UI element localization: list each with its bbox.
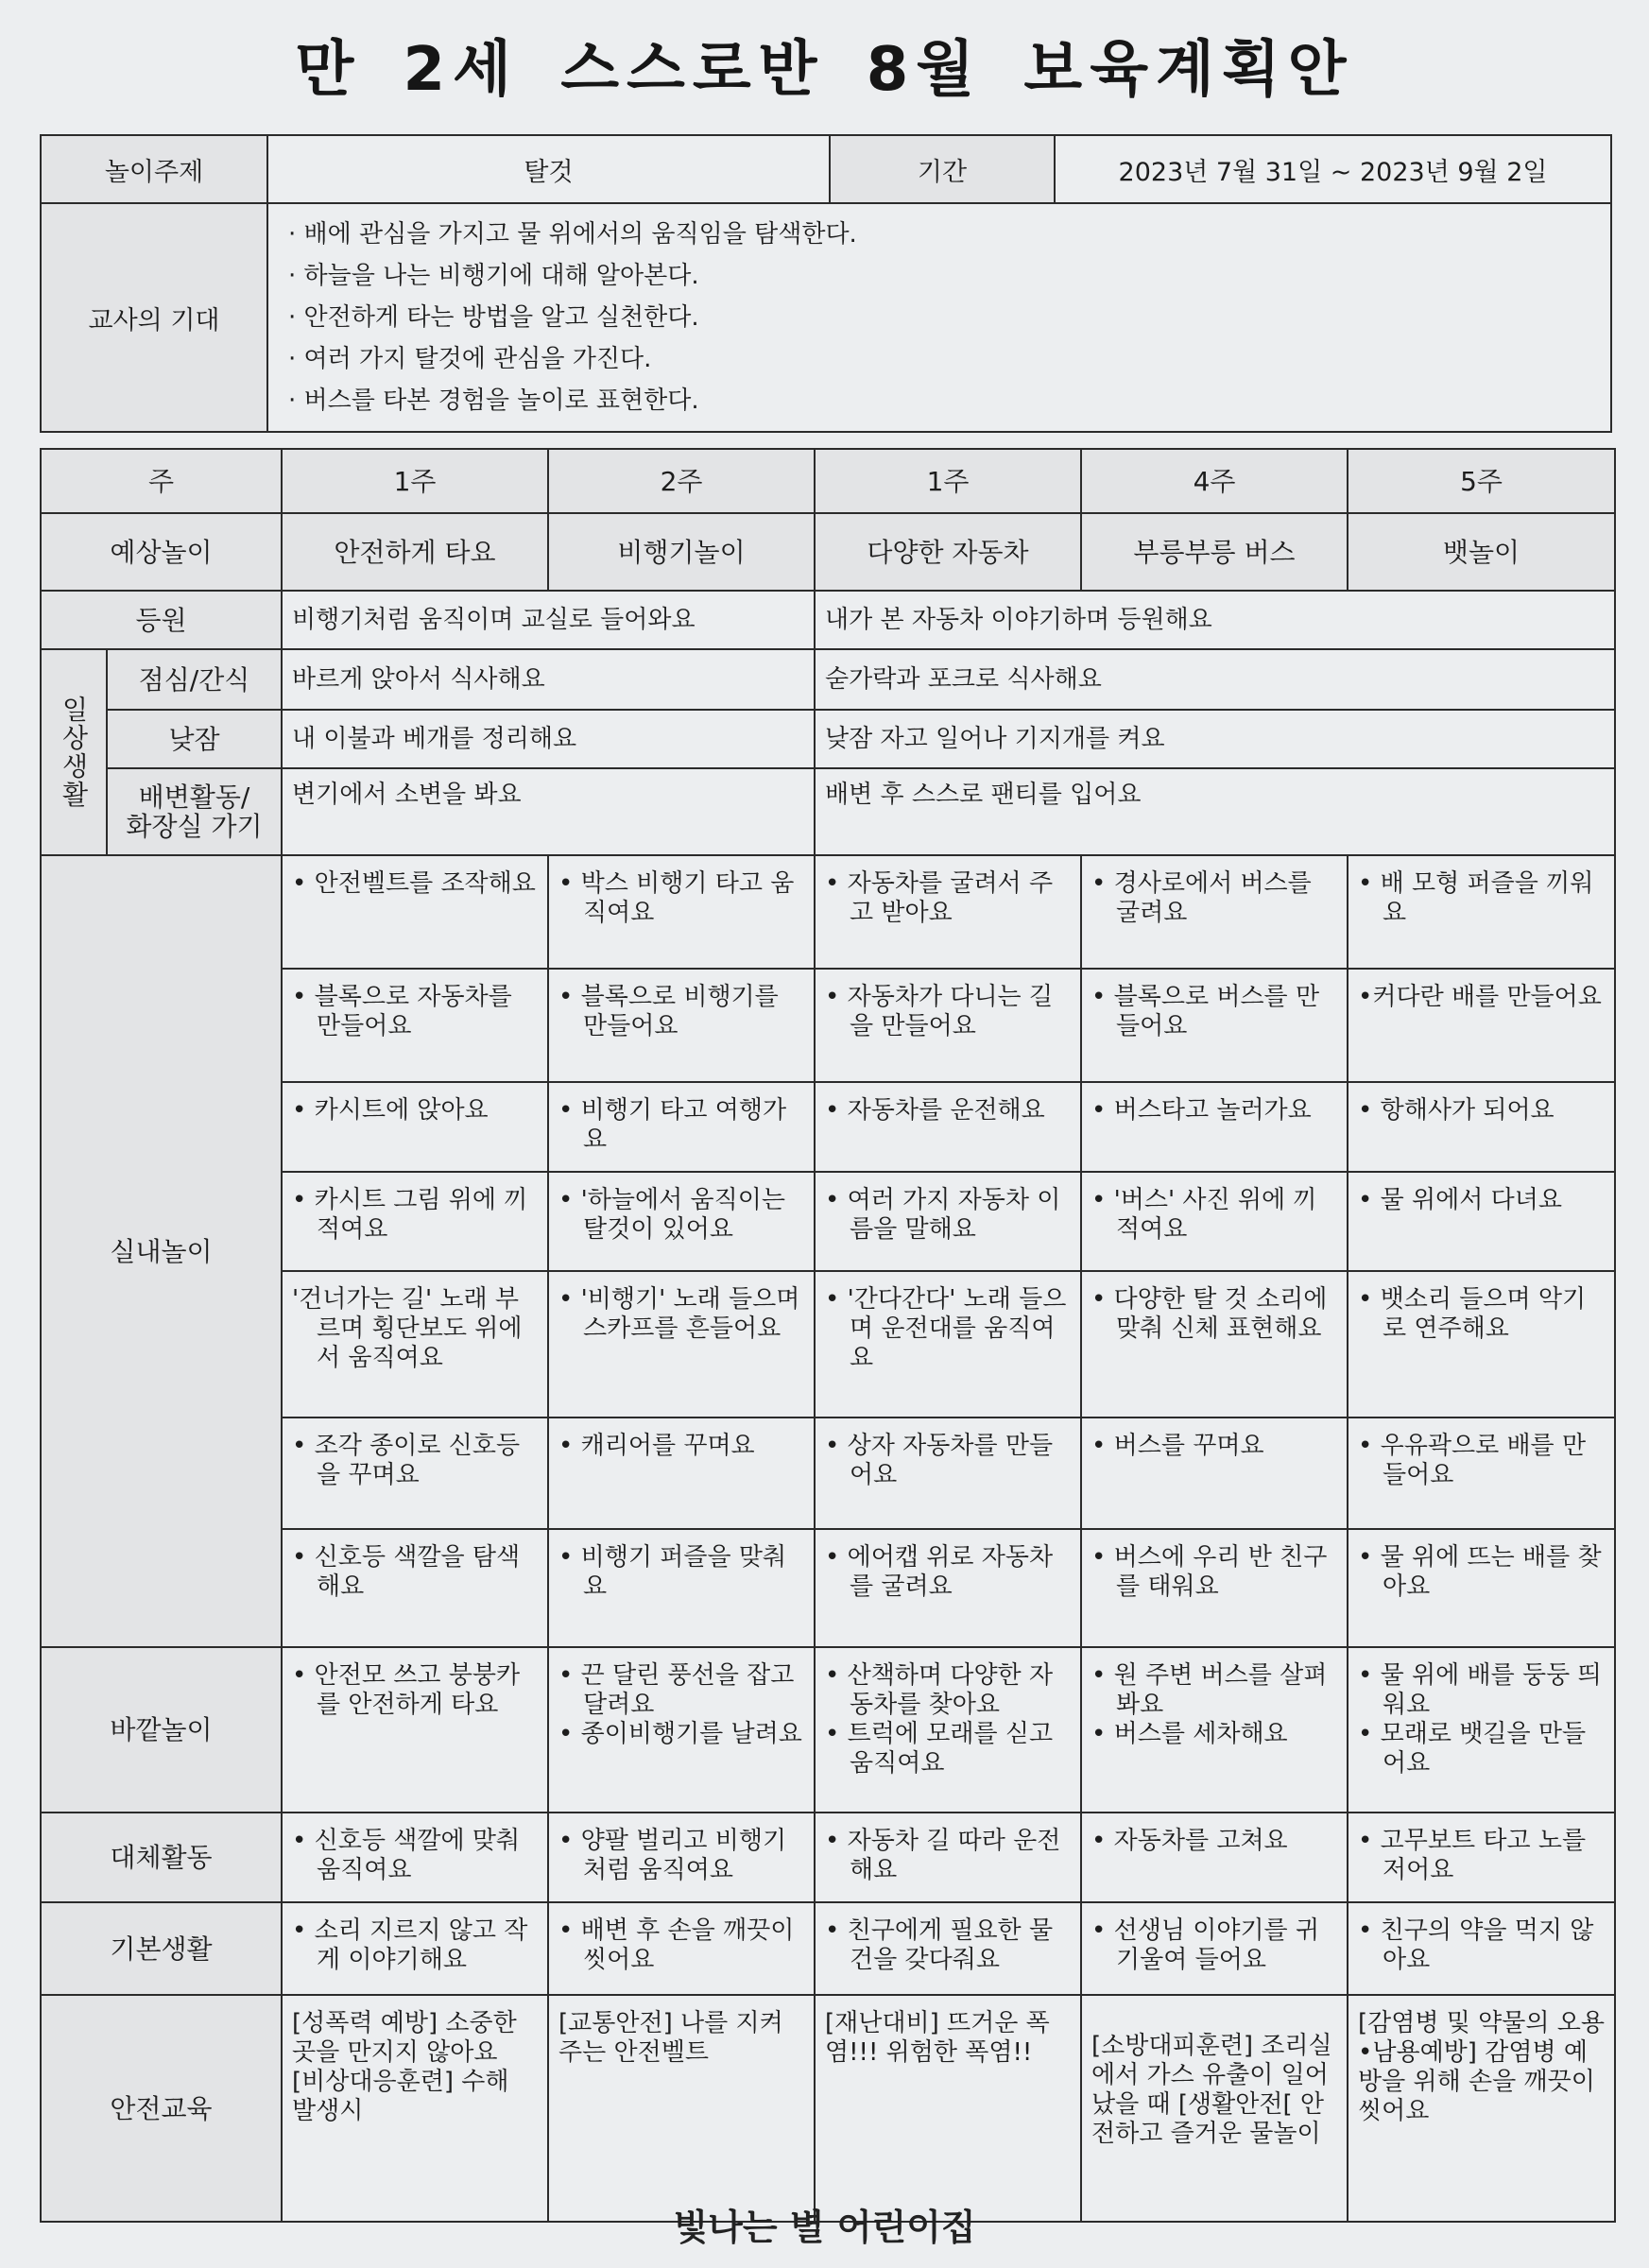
outdoor-text: • 트럭에 모래를 싣고 움직여요: [825, 1720, 1054, 1778]
daily-sub-label: 점심/간식: [107, 649, 282, 710]
expect-item: · 여러 가지 탈것에 관심을 가진다.: [288, 345, 652, 373]
basic-text: • 친구에게 필요한 물건을 갖다줘요: [825, 1916, 1054, 1974]
indoor-cell: [815, 1418, 1081, 1529]
indoor-cell: [1081, 1418, 1348, 1529]
basic-text: • 친구의 약을 먹지 않아요: [1358, 1916, 1594, 1974]
indoor-text: • 물 위에서 다녀요: [1358, 1186, 1562, 1214]
period-label: 기간: [830, 135, 1055, 203]
daily-left: 바르게 앉아서 식사해요: [282, 649, 815, 710]
period-value: 2023년 7월 31일 ~ 2023년 9월 2일: [1055, 135, 1611, 203]
expect-cell: [267, 203, 1611, 432]
basic-text: • 선생님 이야기를 귀 기울여 들어요: [1091, 1916, 1320, 1974]
indoor-text: • 자동차가 다니는 길을 만들어요: [825, 983, 1054, 1040]
arrival-right: 내가 본 자동차 이야기하며 등원해요: [815, 591, 1615, 649]
indoor-cell: [548, 1172, 815, 1271]
indoor-text: • 박스 비행기 타고 움직여요: [558, 869, 795, 927]
indoor-cell: [548, 969, 815, 1082]
indoor-cell: [1081, 1172, 1348, 1271]
safety-label: 안전교육: [41, 1995, 282, 2222]
indoor-text: • 버스에 우리 반 친구를 태워요: [1091, 1543, 1328, 1601]
outdoor-text: • 모래로 뱃길을 만들어요: [1358, 1720, 1587, 1778]
indoor-cell: [1081, 969, 1348, 1082]
expected-play: 안전하게 타요: [282, 513, 548, 591]
indoor-cell: [548, 1529, 815, 1647]
toilet-label-line1: 배변활동/: [138, 782, 250, 813]
indoor-text: • 자동차를 굴려서 주고 받아요: [825, 869, 1054, 927]
week-header: 4주: [1081, 449, 1348, 513]
theme-label: 놀이주제: [41, 135, 267, 203]
indoor-cell: [548, 1082, 815, 1172]
indoor-text: • '간다간다' 노래 들으며 운전대를 움직여요: [825, 1285, 1067, 1372]
indoor-cell: [1348, 1172, 1615, 1271]
indoor-text: • 상자 자동차를 만들어요: [825, 1432, 1054, 1489]
indoor-text: • 에어캡 위로 자동차를 굴려요: [825, 1543, 1054, 1601]
daily-left: 변기에서 소변을 봐요: [282, 768, 815, 855]
week-header: 1주: [815, 449, 1081, 513]
outdoor-text: • 물 위에 배를 둥둥 띄워요: [1358, 1661, 1602, 1719]
arrival-left: 비행기처럼 움직이며 교실로 들어와요: [282, 591, 815, 649]
basic-cell: [815, 1902, 1081, 1995]
indoor-text: • 블록으로 비행기를 만들어요: [558, 983, 779, 1040]
week-header: 2주: [548, 449, 815, 513]
daily-right: 숟가락과 포크로 식사해요: [815, 649, 1615, 710]
daily-right: 배변 후 스스로 팬티를 입어요: [815, 768, 1615, 855]
indoor-cell: [815, 1172, 1081, 1271]
indoor-cell: [1081, 855, 1348, 969]
indoor-cell: [815, 1529, 1081, 1647]
outdoor-cell: [815, 1647, 1081, 1813]
alt-cell: [1348, 1813, 1615, 1902]
daily-right: 낮잠 자고 일어나 기지개를 켜요: [815, 710, 1615, 768]
daily-left: 내 이불과 베개를 정리해요: [282, 710, 815, 768]
indoor-cell: [815, 969, 1081, 1082]
indoor-text: • 경사로에서 버스를 굴려요: [1091, 869, 1312, 927]
expected-play: 부릉부릉 버스: [1081, 513, 1348, 591]
indoor-text: • 비행기 퍼즐을 맞춰요: [558, 1543, 787, 1601]
indoor-cell: [1081, 1529, 1348, 1647]
toilet-label-line2: 화장실 가기: [126, 811, 263, 842]
indoor-text: • '버스' 사진 위에 끼적여요: [1091, 1186, 1317, 1244]
indoor-cell: [282, 1271, 548, 1418]
safety-cell: [재난대비] 뜨거운 폭염!!! 위험한 폭염!!: [815, 1995, 1081, 2222]
alt-cell: [1081, 1813, 1348, 1902]
indoor-cell: [1348, 1271, 1615, 1418]
daily-sub-label: [107, 768, 282, 855]
indoor-text: • 안전벨트를 조작해요: [292, 869, 536, 898]
expect-item: · 배에 관심을 가지고 물 위에서의 움직임을 탐색한다.: [288, 220, 857, 249]
alt-text: • 자동차를 고쳐요: [1091, 1827, 1288, 1855]
indoor-cell: [1348, 969, 1615, 1082]
safety-cell: [성폭력 예방] 소중한 곳을 만지지 않아요 [비상대응훈련] 수해 발생시: [282, 1995, 548, 2222]
indoor-text: • 카시트에 앉아요: [292, 1096, 489, 1125]
outdoor-cell: [1348, 1647, 1615, 1813]
outdoor-text: • 끈 달린 풍선을 잡고 달려요: [558, 1661, 795, 1719]
outdoor-cell: [1081, 1647, 1348, 1813]
indoor-cell: [282, 855, 548, 969]
outdoor-label: 바깥놀이: [41, 1647, 282, 1813]
alt-text: • 자동차 길 따라 운전해요: [825, 1827, 1061, 1884]
arrival-label: 등원: [41, 591, 282, 649]
expected-label: 예상놀이: [41, 513, 282, 591]
alt-text: • 신호등 색깔에 맞춰 움직여요: [292, 1827, 521, 1884]
expected-play: 뱃놀이: [1348, 513, 1615, 591]
alt-cell: [282, 1813, 548, 1902]
indoor-cell: [282, 1172, 548, 1271]
indoor-text: • 여러 가지 자동차 이름을 말해요: [825, 1186, 1061, 1244]
expect-item: · 하늘을 나는 비행기에 대해 알아본다.: [288, 262, 699, 290]
expect-item: · 안전하게 타는 방법을 알고 실천한다.: [288, 303, 699, 332]
basic-text: • 소리 지르지 않고 작게 이야기해요: [292, 1916, 528, 1974]
outdoor-text: • 원 주변 버스를 살펴봐요: [1091, 1661, 1328, 1719]
indoor-text: • 항해사가 되어요: [1358, 1096, 1555, 1125]
indoor-text: • 블록으로 자동차를 만들어요: [292, 983, 512, 1040]
outdoor-cell: [282, 1647, 548, 1813]
indoor-cell: [1348, 1529, 1615, 1647]
outdoor-text: • 종이비행기를 날려요: [558, 1720, 802, 1748]
indoor-cell: [282, 1082, 548, 1172]
indoor-cell: [282, 1529, 548, 1647]
indoor-text: • 우유곽으로 배를 만들어요: [1358, 1432, 1587, 1489]
outdoor-text: • 버스를 세차해요: [1091, 1720, 1288, 1748]
indoor-text: • '비행기' 노래 들으며 스카프를 흔들어요: [558, 1285, 800, 1343]
footer-school-name: 빛나는 별 어린이집: [673, 2207, 976, 2248]
basic-cell: [1081, 1902, 1348, 1995]
alt-cell: [815, 1813, 1081, 1902]
indoor-cell: [548, 1418, 815, 1529]
indoor-cell: [1081, 1271, 1348, 1418]
theme-value: 탈것: [267, 135, 830, 203]
indoor-text: • 카시트 그림 위에 끼적여요: [292, 1186, 528, 1244]
indoor-text: • 버스를 꾸며요: [1091, 1432, 1264, 1460]
safety-cell: [교통안전] 나를 지켜주는 안전벨트: [548, 1995, 815, 2222]
indoor-cell: [548, 855, 815, 969]
week-header: 5주: [1348, 449, 1615, 513]
indoor-cell: [1348, 1418, 1615, 1529]
week-label: 주: [41, 449, 282, 513]
daily-sub-label: 낮잠: [107, 710, 282, 768]
indoor-cell: [815, 1082, 1081, 1172]
safety-cell: [감염병 및 약물의 오용•남용예방] 감염병 예방을 위해 손을 깨끗이 씻어요: [1348, 1995, 1615, 2222]
indoor-text: • 자동차를 운전해요: [825, 1096, 1045, 1125]
indoor-cell: [282, 969, 548, 1082]
indoor-text: • 조각 종이로 신호등을 꾸며요: [292, 1432, 521, 1489]
indoor-text: •커다란 배를 만들어요: [1358, 983, 1602, 1011]
indoor-text: • 비행기 타고 여행가요: [558, 1096, 787, 1154]
basic-label: 기본생활: [41, 1902, 282, 1995]
outdoor-cell: [548, 1647, 815, 1813]
safety-cell: [소방대피훈련] 조리실에서 가스 유출이 일어났을 때 [생활안전[ 안전하고 즐거운 물놀이: [1081, 1995, 1348, 2222]
info-table: [40, 134, 1612, 433]
indoor-label: 실내놀이: [41, 855, 282, 1647]
outdoor-text: • 산책하며 다양한 자동차를 찾아요: [825, 1661, 1054, 1719]
basic-text: • 배변 후 손을 깨끗이 씻어요: [558, 1916, 795, 1974]
indoor-text: • 뱃소리 들으며 악기로 연주해요: [1358, 1285, 1587, 1343]
expect-list: [269, 206, 1609, 429]
indoor-text: • 신호등 색깔을 탐색해요: [292, 1543, 521, 1601]
indoor-text: • 버스타고 놀러가요: [1091, 1096, 1312, 1125]
indoor-text: • 블록으로 버스를 만들어요: [1091, 983, 1320, 1040]
indoor-text: • 다양한 탈 것 소리에 맞춰 신체 표현해요: [1091, 1285, 1328, 1343]
expect-label: 교사의 기대: [41, 203, 267, 432]
plan-table: [40, 448, 1616, 2223]
indoor-text: • 캐리어를 꾸며요: [558, 1432, 755, 1460]
basic-cell: [1348, 1902, 1615, 1995]
indoor-cell: [1348, 1082, 1615, 1172]
expected-play: 다양한 자동차: [815, 513, 1081, 591]
indoor-cell: [815, 1271, 1081, 1418]
week-header: 1주: [282, 449, 548, 513]
indoor-cell: [815, 855, 1081, 969]
alt-label: 대체활동: [41, 1813, 282, 1902]
outdoor-text: • 안전모 쓰고 붕붕카를 안전하게 타요: [292, 1661, 521, 1719]
indoor-cell: [1081, 1082, 1348, 1172]
indoor-cell: [548, 1271, 815, 1418]
daily-label: 일상생활: [41, 649, 107, 855]
indoor-text: • '하늘에서 움직이는 탈것이 있어요: [558, 1186, 785, 1244]
page-title: 만 2세 스스로반 8월 보육계획안: [295, 35, 1354, 105]
indoor-text: '건너가는 길' 노래 부르며 횡단보도 위에서 움직여요: [292, 1285, 523, 1372]
basic-cell: [548, 1902, 815, 1995]
expect-item: · 버스를 타본 경험을 놀이로 표현한다.: [288, 387, 699, 415]
alt-text: • 고무보트 타고 노를 저어요: [1358, 1827, 1587, 1884]
expected-play: 비행기놀이: [548, 513, 815, 591]
indoor-text: • 배 모형 퍼즐을 끼워요: [1358, 869, 1594, 927]
alt-cell: [548, 1813, 815, 1902]
indoor-cell: [282, 1418, 548, 1529]
indoor-text: • 물 위에 뜨는 배를 찾아요: [1358, 1543, 1602, 1601]
alt-text: • 양팔 벌리고 비행기처럼 움직여요: [558, 1827, 787, 1884]
indoor-cell: [1348, 855, 1615, 969]
basic-cell: [282, 1902, 548, 1995]
